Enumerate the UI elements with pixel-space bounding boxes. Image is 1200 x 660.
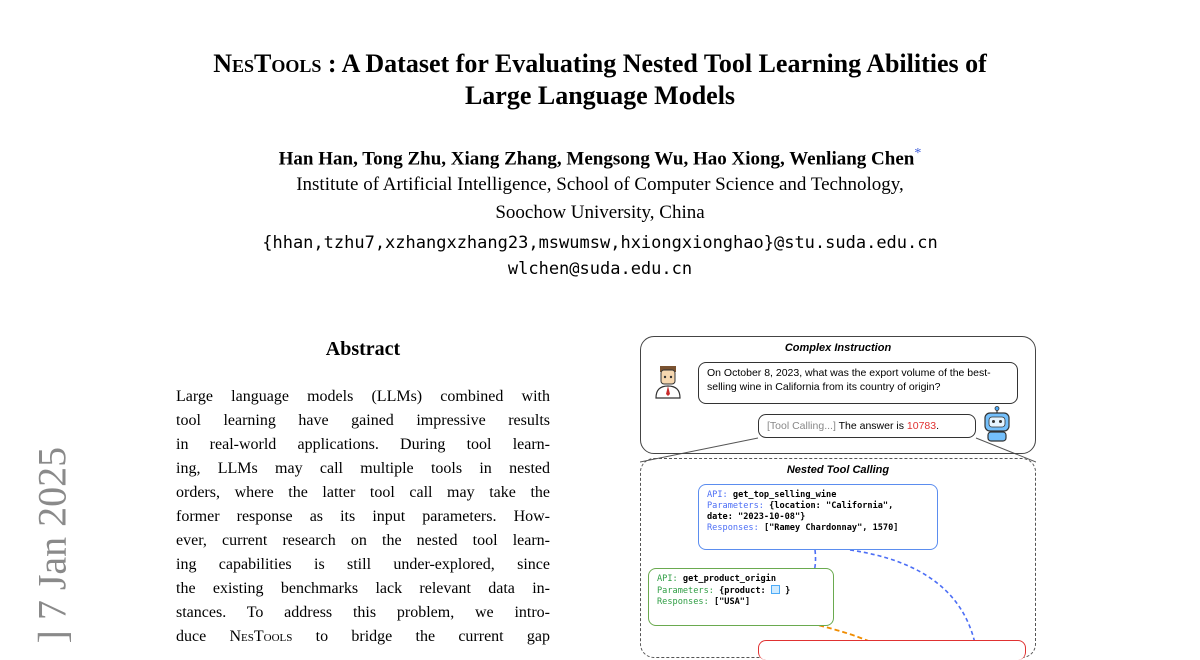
resp-label: Responses: bbox=[707, 523, 759, 533]
last-suffix: to bridge the current gap bbox=[292, 628, 551, 645]
arxiv-stamp: ] 7 Jan 2025 bbox=[29, 446, 75, 644]
abstract-heading: Abstract bbox=[325, 338, 401, 360]
abstract-line: orders, where the latter tool call may take the bbox=[176, 484, 550, 501]
corresponding-mark[interactable]: * bbox=[914, 146, 922, 161]
api-label: API: bbox=[707, 490, 728, 500]
params-value: {location: "California", bbox=[769, 501, 894, 511]
answer-end: . bbox=[936, 420, 940, 432]
emails-line1: {hhan,tzhu7,xzhangxzhang23,mswumsw,hxiongxionghao}@stu.suda.edu.cn bbox=[262, 233, 938, 253]
abstract-line: ing, LLMs may call multiple tools in nested bbox=[176, 460, 550, 477]
resp-label: Responses: bbox=[657, 597, 709, 607]
robot-icon bbox=[980, 406, 1014, 442]
api-card-top-selling bbox=[698, 484, 938, 550]
abstract-line: ing capabilities is still under-explored, since bbox=[176, 556, 550, 573]
emails-line2: wlchen@suda.edu.cn bbox=[507, 259, 693, 279]
author-list bbox=[0, 146, 1200, 170]
complex-instruction-title: Complex Instruction bbox=[784, 342, 892, 354]
abstract-line: tool learning have gained impressive results bbox=[176, 412, 550, 429]
placeholder-box-icon bbox=[771, 585, 780, 594]
abstract-line: stances. To address this problem, we intro- bbox=[176, 604, 550, 621]
resp-value: ["USA"] bbox=[713, 597, 751, 607]
answer-bubble bbox=[758, 414, 976, 438]
params-label: Parameters: bbox=[707, 501, 764, 511]
paper-title bbox=[0, 48, 1200, 112]
abstract-line: in real-world applications. During tool learn- bbox=[176, 436, 550, 453]
resp-value: ["Ramey Chardonnay", 1570] bbox=[763, 523, 899, 533]
abstract-line: Large language models (LLMs) combined with bbox=[176, 388, 550, 405]
affiliation-line1: Institute of Artificial Intelligence, School of Computer Science and Technology, bbox=[296, 174, 904, 195]
abstract-body bbox=[176, 385, 550, 649]
answer-value: 10783 bbox=[906, 420, 937, 432]
abstract-line: the existing benchmarks lack relevant data in- bbox=[176, 580, 550, 597]
params-value-end: } bbox=[785, 586, 791, 596]
answer-text: The answer is bbox=[835, 420, 907, 432]
affiliation-line2: Soochow University, China bbox=[495, 202, 705, 223]
abstract-line: former response as its input parameters. How- bbox=[176, 508, 550, 525]
title-rest: : A Dataset for Evaluating Nested Tool Learning Abilities of bbox=[321, 49, 987, 78]
authors-text: Han Han, Tong Zhu, Xiang Zhang, Mengsong Wu, Hao Xiong, Wenliang Chen bbox=[278, 148, 915, 170]
api-label: API: bbox=[657, 574, 678, 584]
nested-tool-title: Nested Tool Calling bbox=[786, 464, 890, 476]
figure-overview bbox=[640, 336, 1036, 648]
params-label: Parameters: bbox=[657, 586, 714, 596]
api-name: get_top_selling_wine bbox=[732, 490, 837, 500]
params-value-cont: date: "2023-10-08"} bbox=[707, 512, 806, 522]
user-avatar-icon bbox=[652, 364, 684, 400]
abstract-line-last bbox=[176, 625, 550, 649]
title-line2: Large Language Models bbox=[464, 81, 736, 110]
title-name: NesTools bbox=[213, 49, 322, 78]
abstract-line: ever, current research on the nested tool learn- bbox=[176, 532, 550, 549]
api-card-product-origin bbox=[648, 568, 834, 626]
question-bubble: On October 8, 2023, what was the export volume of the best-selling wine in California from its country of origin? bbox=[698, 362, 1018, 404]
answer-prefix: [Tool Calling...] bbox=[767, 420, 836, 432]
api-name: get_product_origin bbox=[682, 574, 777, 584]
params-value: {product: bbox=[719, 586, 766, 596]
api-card-export-volume bbox=[758, 640, 1026, 660]
last-name: NesTools bbox=[229, 628, 293, 645]
last-prefix: duce bbox=[176, 628, 230, 645]
